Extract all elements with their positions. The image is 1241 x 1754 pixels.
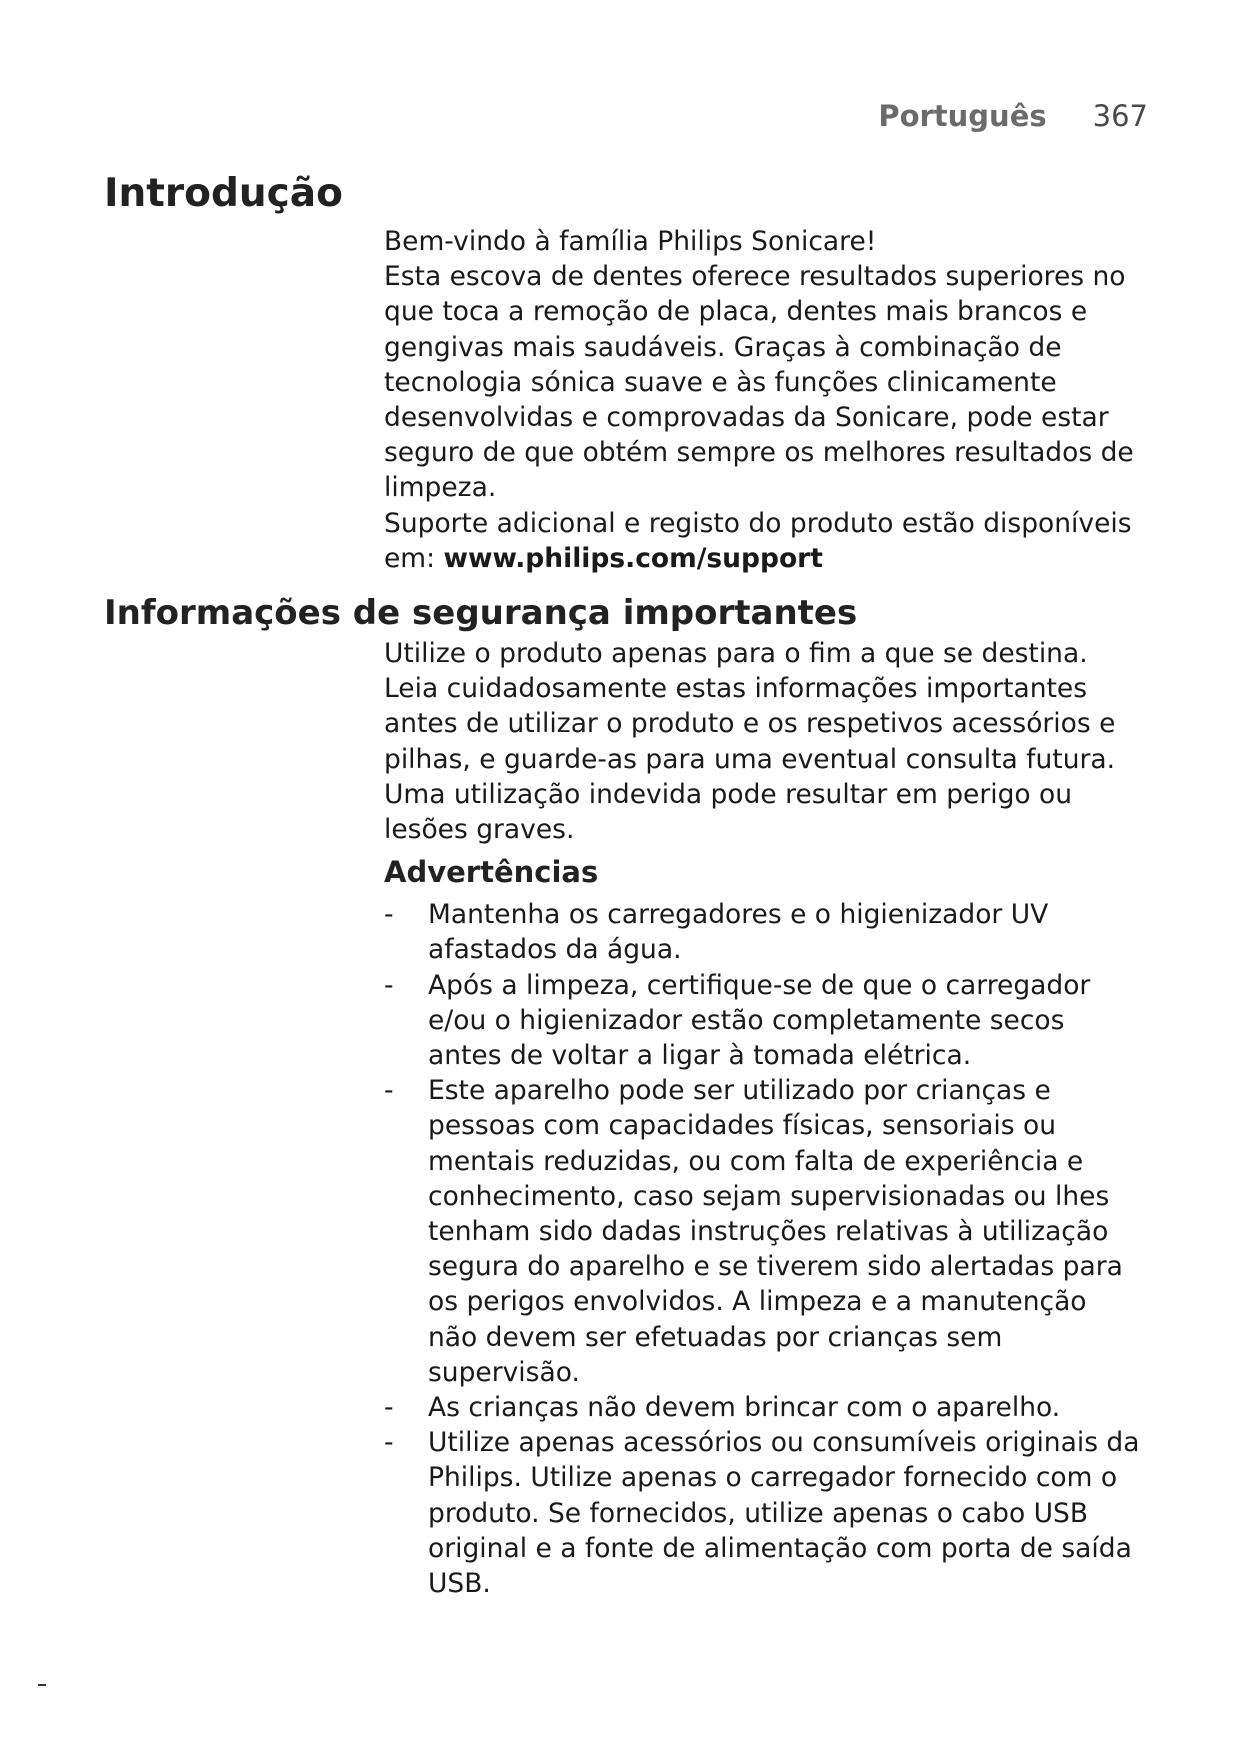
page-header bbox=[0, 96, 1148, 136]
intro-support bbox=[384, 506, 1144, 576]
page-number: 367 bbox=[1092, 99, 1148, 133]
warning-text: Utilize apenas acessórios ou consumíveis originais da Philips. Utilize apenas o carregador fornecido com o produto. Se fornecidos, utilize apenas o cabo USB original e a fonte de alimentação com porta de saída USB. bbox=[428, 1427, 1140, 1600]
support-url: www.philips.com/support bbox=[443, 542, 823, 574]
bullet-dash: - bbox=[384, 1427, 394, 1459]
bullet-dash: - bbox=[384, 969, 394, 1001]
warning-item bbox=[384, 1390, 1144, 1425]
safety-intro: Utilize o produto apenas para o fim a que se destina. Leia cuidadosamente estas informações importantes antes de utilizar o produto e os respetivos acessórios e pilhas, e guarde-as para uma eventual consulta futura. Uma utilização indevida pode resultar em perigo ou lesões graves. bbox=[384, 638, 1116, 846]
warning-text: Após a limpeza, certifique-se de que o carregador e/ou o higienizador estão completamente secos antes de voltar a ligar à tomada elétrica. bbox=[428, 969, 1091, 1072]
header-language: Português bbox=[878, 99, 1047, 133]
warnings-list bbox=[384, 897, 1144, 1601]
warning-item bbox=[384, 968, 1144, 1074]
margin-mark bbox=[38, 1684, 46, 1686]
warning-text: As crianças não devem brincar com o aparelho. bbox=[428, 1392, 1061, 1424]
intro-welcome: Bem-vindo à família Philips Sonicare! bbox=[384, 226, 877, 257]
intro-support-text: Suporte adicional e registo do produto estão disponíveis em: bbox=[384, 507, 1132, 574]
warning-item bbox=[384, 897, 1144, 967]
bullet-dash: - bbox=[384, 1392, 394, 1424]
bullet-dash: - bbox=[384, 899, 394, 931]
intro-heading: Introdução bbox=[104, 171, 343, 216]
intro-section bbox=[384, 224, 1144, 576]
warning-text: Mantenha os carregadores e o higienizador UV afastados da água. bbox=[428, 899, 1049, 966]
safety-section bbox=[384, 636, 1144, 1601]
intro-description: Esta escova de dentes oferece resultados superiores no que toca a remoção de placa, dentes mais brancos e gengivas mais saudáveis. Graças à combinação de tecnologia sónica suave e às funções clinicamente desenvolvidas e comprovadas da Sonicare, pode estar seguro de que obtém sempre os melhores resultados de limpeza. bbox=[384, 261, 1134, 504]
safety-heading: Informações de segurança importantes bbox=[104, 593, 858, 633]
warning-text: Este aparelho pode ser utilizado por crianças e pessoas com capacidades físicas, sensoriais ou mentais reduzidas, ou com falta de experiência e conhecimento, caso sejam supervisionadas ou lhes tenham sido dadas instruções relativas à utilização segura do aparelho e se tiverem sido alertadas para os perigos envolvidos. A limpeza e a manutenção não devem ser efetuadas por crianças sem supervisão. bbox=[428, 1075, 1123, 1388]
warning-item bbox=[384, 1073, 1144, 1390]
bullet-dash: - bbox=[384, 1075, 394, 1107]
warning-item bbox=[384, 1425, 1144, 1601]
warnings-heading: Advertências bbox=[384, 855, 599, 890]
